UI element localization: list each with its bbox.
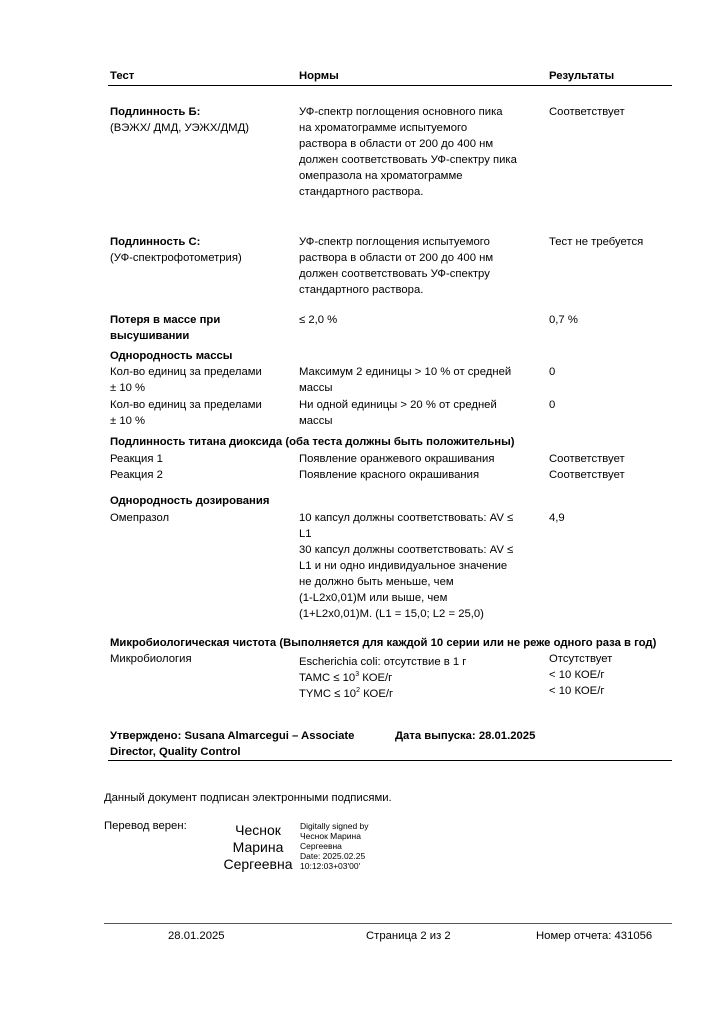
- auth-b-norm: УФ-спектр поглощения основного пика на хроматограмме испытуемого раствора в области от 200 до 400 нм должен соответствовать УФ-спектру пика омепразола на хроматограмме стандартного раствора.: [299, 106, 517, 198]
- footer-date: 28.01.2025: [168, 930, 225, 942]
- micro-title: Микробиологическая чистота (Выполняется для каждой 10 серии или не реже одного раза в год): [110, 637, 657, 649]
- micro-row-3-norm: TYMC ≤ $10^2$ КОЕ/г: [299, 687, 394, 700]
- signed-note: Данный документ подписан электронными подписями.: [104, 792, 392, 804]
- titanium-row-2-test: Реакция 2: [110, 469, 163, 481]
- titanium-row-1-test: Реакция 1: [110, 453, 163, 465]
- auth-c-test: Подлинность С: (УФ-спектрофотометрия): [110, 236, 242, 264]
- micro-row-3-result: < 10 КОЕ/г: [549, 685, 605, 697]
- titanium-row-1-norm: Появление оранжевого окрашивания: [299, 453, 495, 465]
- header-divider: [108, 85, 672, 86]
- titanium-title: Подлинность титана диоксида (оба теста должны быть положительны): [110, 436, 515, 448]
- approved-by: Утверждено: Susana Almarcegui – Associate Director, Quality Control: [110, 730, 355, 758]
- loss-test: Потеря в массе при высушивании: [110, 314, 221, 342]
- loss-norm: ≤ 2,0 %: [299, 314, 338, 326]
- titanium-row-1-result: Соответствует: [549, 453, 625, 465]
- dosing-norm: 10 капсул должны соответствовать: AV ≤ L1 30 капсул должны соответствовать: AV ≤ L1 и ни одно индивидуальное значение не должно быть меньше, чем (1-L2x0,01)M или выше, чем (1+L2x0,01)M. (L1 = 15,0; L2 = 25,0): [299, 512, 514, 620]
- mass-row-2-norm: Ни одной единицы > 20 % от средней массы: [299, 399, 497, 427]
- auth-b-result: Соответствует: [549, 106, 625, 118]
- mass-row-2-result: 0: [549, 399, 556, 411]
- header-test: Тест: [110, 70, 135, 82]
- auth-b-test: Подлинность Б: (ВЭЖХ/ ДМД, УЭЖХ/ДМД): [110, 106, 249, 134]
- micro-row-1-norm: Escherichia coli: отсутствие в 1 г: [299, 655, 467, 668]
- mass-row-1-test: Кол-во единиц за пределами ± 10 %: [110, 366, 262, 394]
- footer-page: Страница 2 из 2: [366, 930, 451, 942]
- mass-row-1-result: 0: [549, 366, 556, 378]
- signature-name: Чеснок Марина Сергеевна: [223, 822, 293, 872]
- translation-label: Перевод верен:: [104, 820, 187, 832]
- release-date: Дата выпуска: 28.01.2025: [395, 730, 536, 742]
- micro-row-2-result: < 10 КОЕ/г: [549, 669, 605, 681]
- header-results: Результаты: [549, 70, 615, 82]
- auth-c-norm: УФ-спектр поглощения испытуемого раствора в области от 200 до 400 нм должен соответствовать УФ-спектру стандартного раствора.: [299, 236, 494, 296]
- footer-divider: [104, 923, 672, 924]
- footer-report: Номер отчета: 431056: [536, 930, 653, 942]
- mass-row-1-norm: Максимум 2 единицы > 10 % от средней массы: [299, 366, 512, 394]
- micro-test: Микробиология: [110, 653, 192, 665]
- mass-row-2-test: Кол-во единиц за пределами ± 10 %: [110, 399, 262, 427]
- mass-title: Однородность массы: [110, 350, 233, 362]
- dosing-test: Омепразол: [110, 512, 170, 524]
- titanium-row-2-result: Соответствует: [549, 469, 625, 481]
- micro-row-1-result: Отсутствует: [549, 653, 613, 665]
- auth-c-result: Тест не требуется: [549, 236, 644, 248]
- micro-row-2-norm: TAMC ≤ $10^3$ КОЕ/г: [299, 671, 393, 684]
- dosing-result: 4,9: [549, 512, 565, 524]
- approval-divider: [108, 760, 672, 761]
- signature-meta: Digitally signed by Чеснок Марина Сергеевна Date: 2025.02.25 10:12:03+03'00': [300, 821, 369, 871]
- header-norms: Нормы: [299, 70, 339, 82]
- loss-result: 0,7 %: [549, 314, 578, 326]
- dosing-title: Однородность дозирования: [110, 495, 270, 507]
- titanium-row-2-norm: Появление красного окрашивания: [299, 469, 480, 481]
